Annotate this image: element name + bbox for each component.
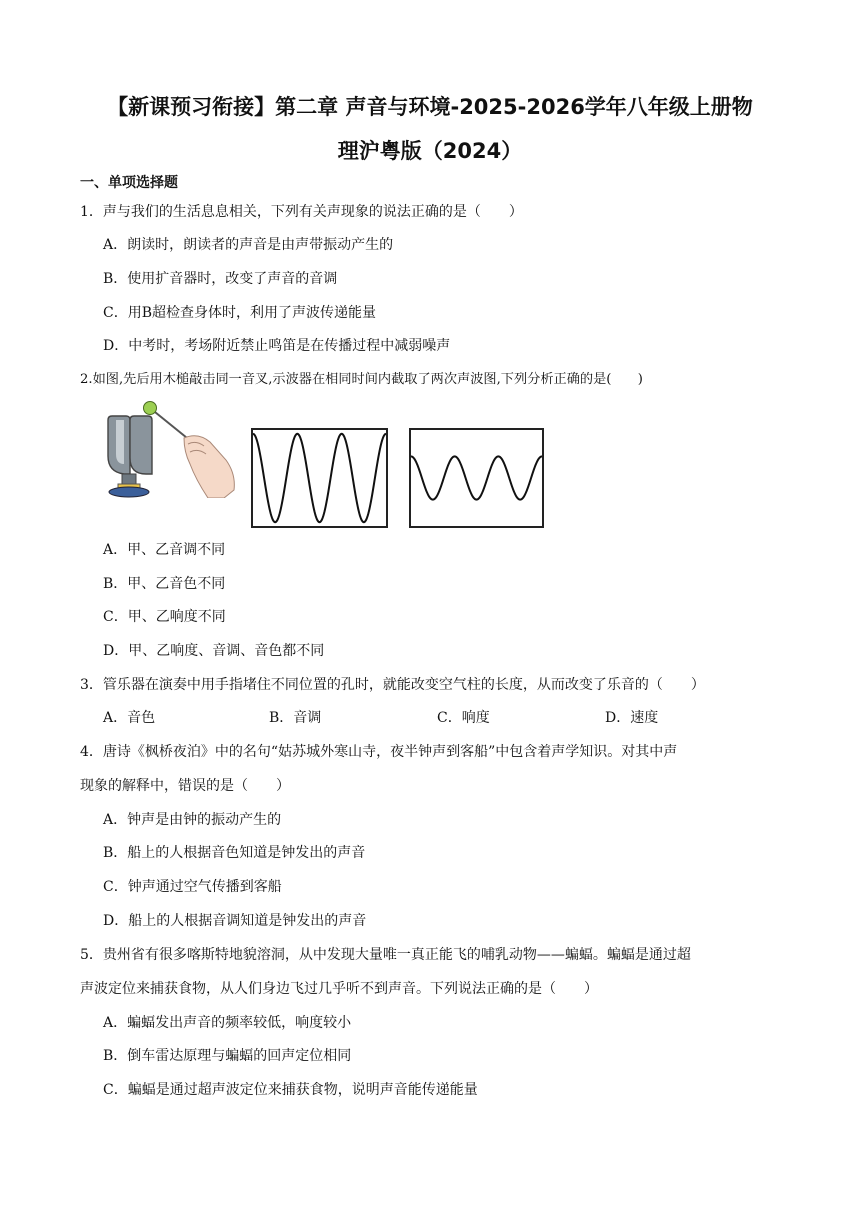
question-3-option-b: B．音调 [269, 710, 322, 726]
question-2-figure [100, 398, 560, 530]
question-4-option-d: D．船上的人根据音调知道是钟发出的声音 [103, 913, 367, 929]
question-2-option-b: B．甲、乙音色不同 [103, 576, 226, 592]
question-1-option-b: B．使用扩音器时，改变了声音的音调 [103, 271, 338, 287]
question-5-option-b: B．倒车雷达原理与蝙蝠的回声定位相同 [103, 1048, 352, 1064]
document-title-line1: 【新课预习衔接】第二章 声音与环境-2025-2026学年八年级上册物 [107, 95, 753, 119]
question-5-stem-line1: 5．贵州省有很多喀斯特地貌溶洞，从中发现大量唯一真正能飞的哺乳动物——蝙蝠。蝙蝠是通过超 [80, 947, 691, 963]
question-3-option-c: C．响度 [437, 710, 490, 726]
section-heading: 一、单项选择题 [80, 175, 178, 191]
question-3-option-a: A．音色 [103, 710, 156, 726]
waveform-jia [251, 428, 388, 528]
waveform-jia-curve [253, 430, 386, 526]
waveform-yi [409, 428, 544, 528]
document-title-line2: 理沪粤版（2024） [337, 139, 523, 163]
question-5-option-c: C．蝙蝠是通过超声波定位来捕获食物，说明声音能传递能量 [103, 1082, 478, 1098]
question-3-stem: 3．管乐器在演奏中用手指堵住不同位置的孔时，就能改变空气柱的长度，从而改变了乐音的（ ） [80, 677, 705, 693]
tuning-fork-illustration [100, 398, 245, 498]
question-4-option-c: C．钟声通过空气传播到客船 [103, 879, 282, 895]
question-2-option-c: C．甲、乙响度不同 [103, 609, 226, 625]
question-1-stem: 1．声与我们的生活息息相关，下列有关声现象的说法正确的是（ ） [80, 204, 523, 220]
wave-jia-line [253, 434, 386, 522]
wave-yi-line [411, 456, 542, 499]
question-1-option-d: D．中考时，考场附近禁止鸣笛是在传播过程中减弱噪声 [103, 338, 451, 354]
question-1-option-a: A．朗读时，朗读者的声音是由声带振动产生的 [103, 237, 394, 253]
question-5-stem-line2: 声波定位来捕获食物，从人们身边飞过几乎听不到声音。下列说法正确的是（ ） [80, 981, 598, 997]
question-4-option-a: A．钟声是由钟的振动产生的 [103, 812, 282, 828]
question-4-stem-line2: 现象的解释中，错误的是（ ） [80, 778, 290, 794]
waveform-yi-curve [411, 430, 542, 526]
question-1-option-c: C．用B超检查身体时，利用了声波传递能量 [103, 305, 376, 321]
question-3-option-d: D．速度 [605, 710, 659, 726]
question-2-option-a: A．甲、乙音调不同 [103, 542, 226, 558]
question-4-option-b: B．船上的人根据音色知道是钟发出的声音 [103, 845, 366, 861]
question-4-stem-line1: 4．唐诗《枫桥夜泊》中的名句“姑苏城外寒山寺，夜半钟声到客船”中包含着声学知识。对其中声 [80, 744, 678, 760]
question-2-stem: 2.如图,先后用木槌敲击同一音叉,示波器在相同时间内截取了两次声波图,下列分析正确的是( ) [80, 372, 643, 387]
question-5-option-a: A．蝙蝠发出声音的频率较低，响度较小 [103, 1015, 352, 1031]
question-2-option-d: D．甲、乙响度、音调、音色都不同 [103, 643, 325, 659]
